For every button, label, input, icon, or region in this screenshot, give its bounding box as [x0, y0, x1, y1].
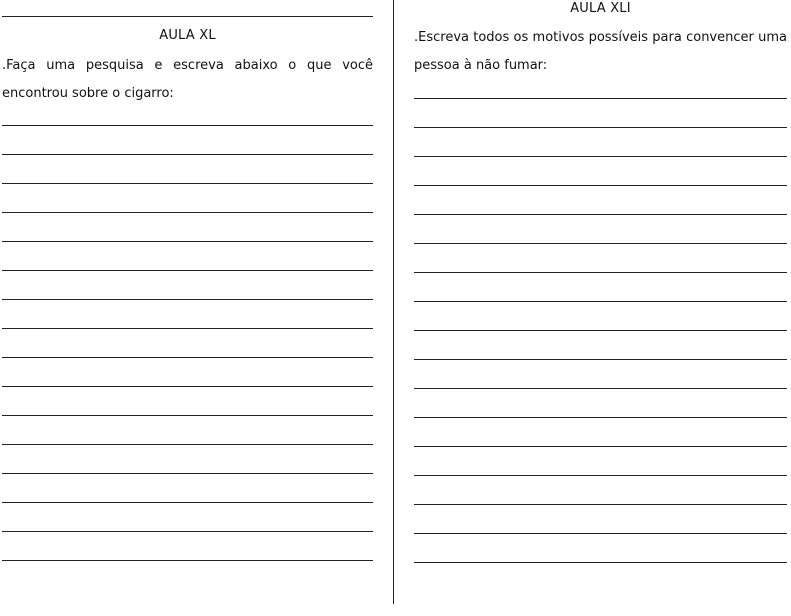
writing-line [414, 301, 787, 302]
top-rule [2, 16, 373, 17]
writing-line [2, 531, 373, 532]
writing-line [2, 560, 373, 561]
writing-line [414, 98, 787, 99]
writing-line [2, 444, 373, 445]
writing-line [2, 473, 373, 474]
writing-line [414, 388, 787, 389]
writing-line [414, 417, 787, 418]
writing-line [414, 562, 787, 563]
writing-line [2, 183, 373, 184]
column-divider [393, 0, 394, 604]
lesson-instruction: .Escreva todos os motivos possíveis para convencer uma pessoa à não fumar: [414, 30, 787, 73]
writing-line [414, 330, 787, 331]
writing-line [414, 243, 787, 244]
writing-line [2, 328, 373, 329]
writing-line [2, 502, 373, 503]
writing-line [2, 386, 373, 387]
writing-line [414, 127, 787, 128]
writing-line [414, 359, 787, 360]
writing-line [414, 272, 787, 273]
writing-line [414, 185, 787, 186]
writing-line [2, 299, 373, 300]
writing-line [2, 270, 373, 271]
lesson-title: AULA XLI [570, 1, 631, 16]
writing-line [414, 475, 787, 476]
lesson-title: AULA XL [159, 28, 216, 43]
writing-line [2, 212, 373, 213]
writing-line [2, 154, 373, 155]
lesson-instruction: .Faça uma pesquisa e escreva abaixo o que você encontrou sobre o cigarro: [2, 58, 373, 101]
writing-line [2, 125, 373, 126]
writing-line [414, 533, 787, 534]
writing-line [414, 156, 787, 157]
writing-line [414, 504, 787, 505]
writing-line [414, 214, 787, 215]
writing-line [2, 241, 373, 242]
writing-line [2, 357, 373, 358]
writing-line [414, 446, 787, 447]
writing-line [2, 415, 373, 416]
